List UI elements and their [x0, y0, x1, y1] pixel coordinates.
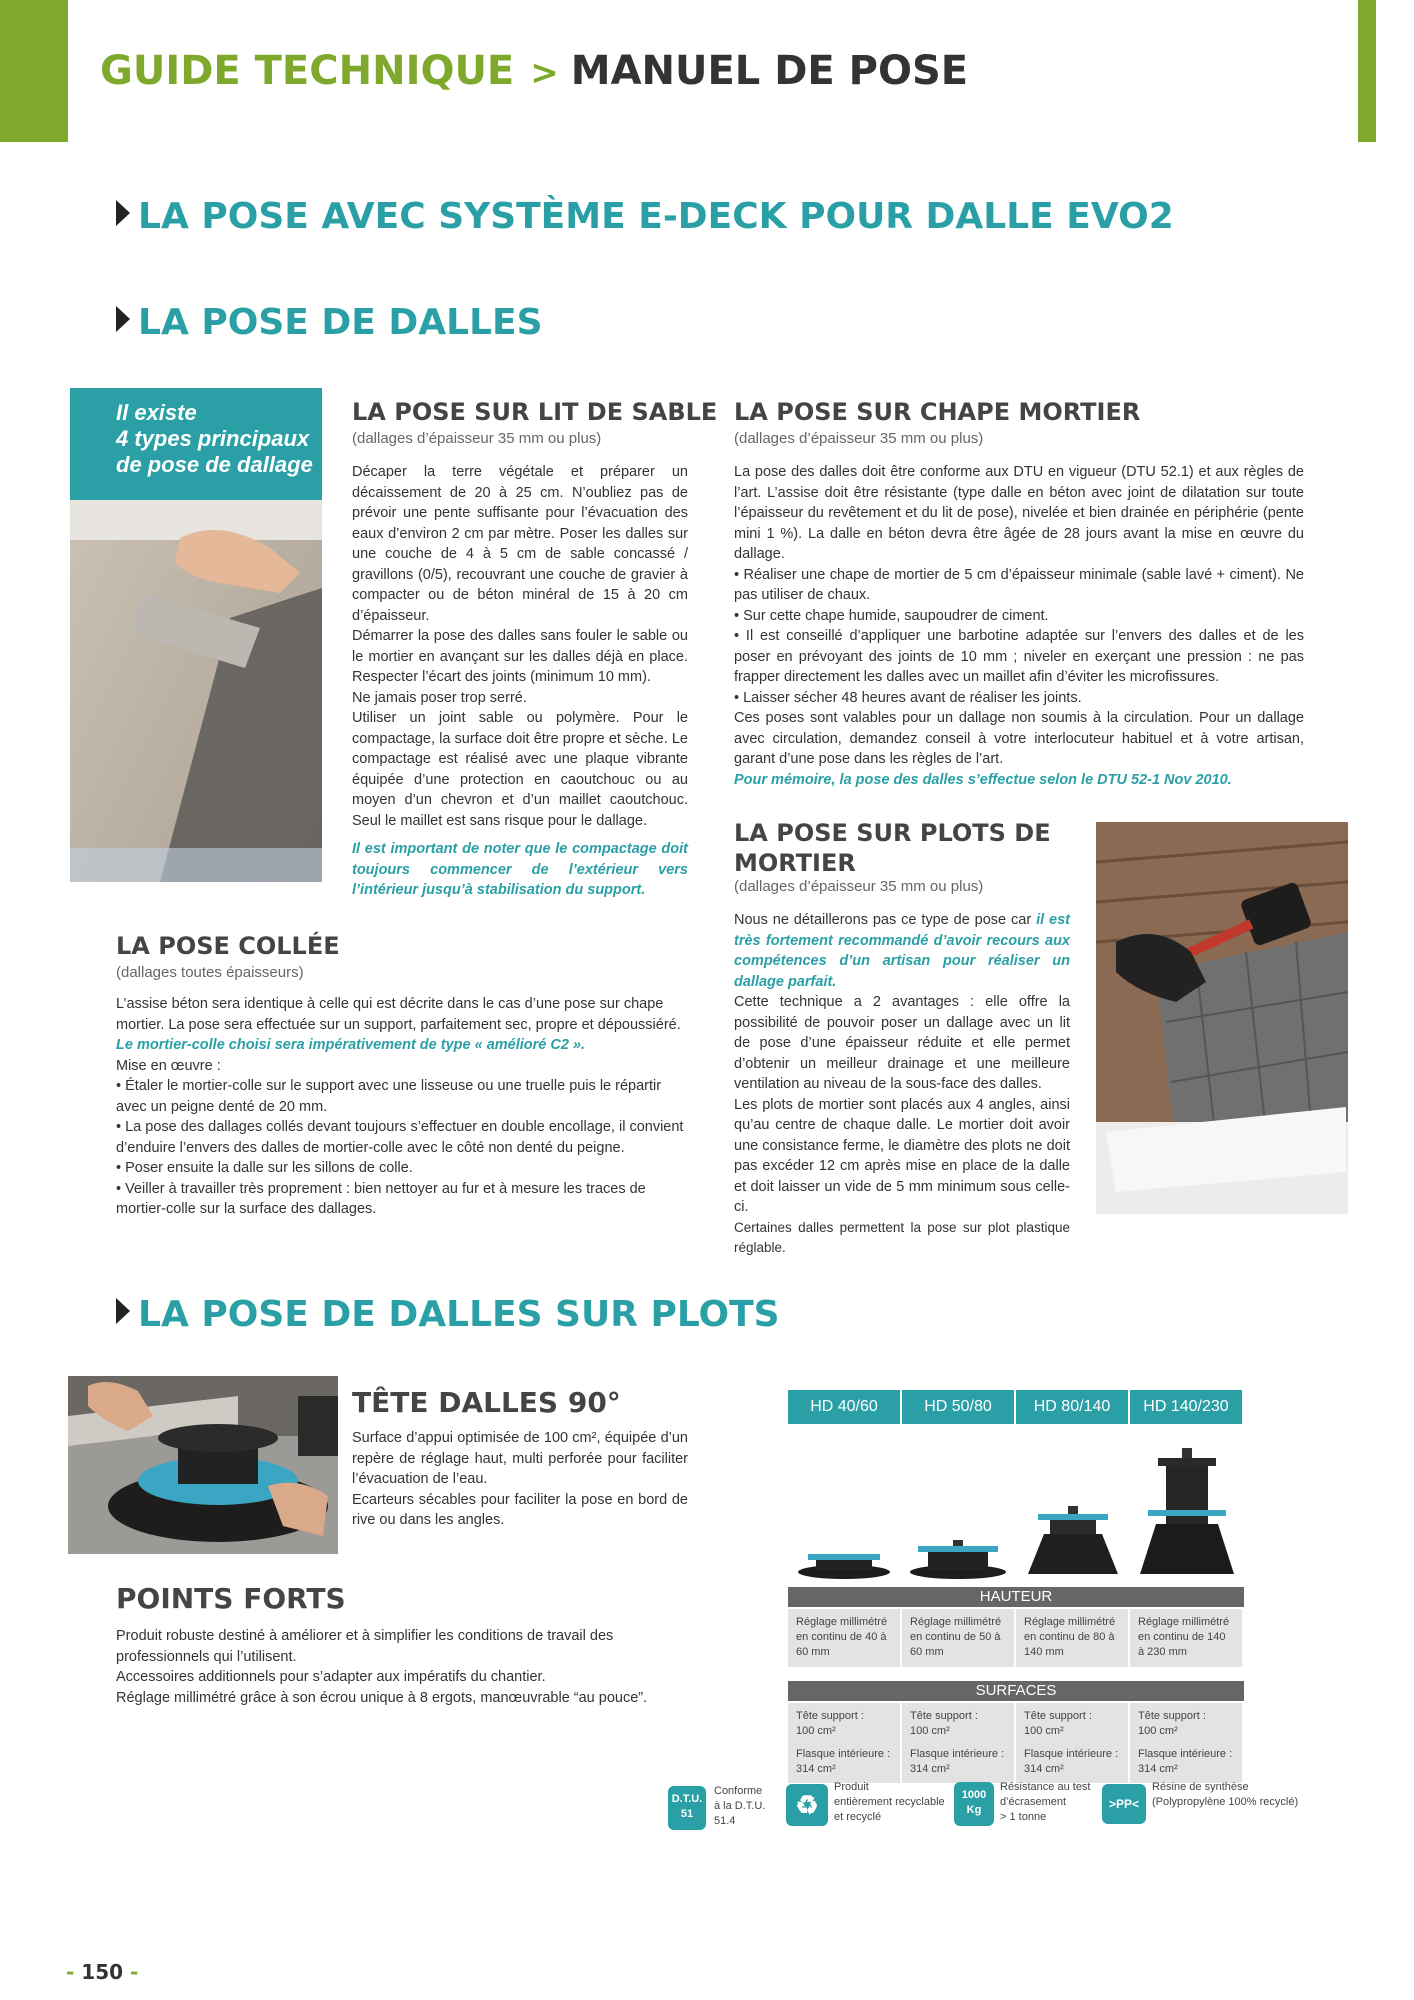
pedestal-illustrations [788, 1424, 1244, 1580]
chape-note: Pour mémoire, la pose des dalles s’effectue selon le DTU 52-1 Nov 2010. [734, 771, 1232, 788]
hauteur-row [788, 1609, 1244, 1667]
plots-mortier-title: LA POSE SUR PLOTS DE MORTIER [734, 819, 1051, 877]
pp-badge-icon: >PP< [1102, 1784, 1146, 1824]
dtu-text: Conforme à la D.T.U. 51.4 [714, 1785, 766, 1827]
tete-body: Surface d’appui optimisée de 100 cm², équipée d’un repère de réglage haut, multi perforée pour faciliter l’évacuation de l’eau. Ecarteurs sécables pour faciliter la pose en bord de rive ou dans les angles. [352, 1430, 688, 1528]
hauteur-cell: Réglage millimétré en continu de 140 à 230 mm [1130, 1609, 1242, 1667]
hauteur-cell: Réglage millimétré en continu de 40 à 60 mm [788, 1609, 900, 1667]
surfaces-cell: Tête support : 100 cm² Flasque intérieure : 314 cm² [902, 1703, 1014, 1783]
tete-title: TÊTE DALLES 90° [352, 1386, 621, 1419]
header-separator: > [530, 53, 559, 93]
pedestal-hd80-icon [1028, 1506, 1118, 1574]
pp-text: Résine de synthèse (Polypropylène 100% recyclé) [1152, 1781, 1299, 1808]
points-title: POINTS FORTS [116, 1582, 346, 1615]
section-bullet-icon [116, 200, 130, 226]
hauteur-bar: HAUTEUR [788, 1587, 1244, 1607]
points-body: Produit robuste destiné à améliorer et à simplifier les conditions de travail des professionnels qui l’utilisent. Accessoires additionnels pour s’adapter aux impératifs du chantier. Réglage millimétré grâce à son écrou unique à 8 ergots, manœuvrable “au pouce”. [116, 1628, 648, 1706]
collee-note: Le mortier-colle choisi sera impérativement de type « amélioré C2 ». [116, 1037, 586, 1053]
surfaces-row [788, 1703, 1244, 1783]
pedestal-hd50-icon [910, 1540, 1006, 1579]
model-header-row [788, 1390, 1244, 1424]
section-title-edeck: LA POSE AVEC SYSTÈME E-DECK POUR DALLE EVO2 [116, 196, 1174, 237]
sable-body: Décaper la terre végétale et préparer un décaissement de 20 à 25 cm. N’oubliez pas de prévoir une pente suffisante pour l’évacuation des eaux d’environ 2 cm par mètre. Poser les dalles sur une couche de 4 à 5 cm de sable concassé / gravillons (0/5), recouvrant une couche de gravier à compacter ou de béton minéral de 15 à 20 cm d’épaisseur. Démarrer la pose des dalles sans fouler le sable ou le mortier en avançant sur les dalles déjà en place. Respecter l’écart des joints (minimum 10 mm). Ne jamais poser trop serré. Utiliser un joint sable ou polymère. Pour le compactage, la surface doit être propre et sèche. Le compactage est réalisé avec une plaque vibrante équipée d’une protection en caoutchouc ou au moyen d’un chevron et d’un maillet caoutchouc. Seul le maillet est sans risque pour le dallage. Il est important de noter que le compactage doit toujours commencer de l’extérieur vers l’intérieur jusqu’à stabilisation du support. [352, 462, 688, 901]
sable-note: Il est important de noter que le compactage doit toujours commencer de l’extérieur vers l’intérieur jusqu’à stabilisation du support. [352, 841, 688, 898]
section-bullet-icon [116, 1298, 130, 1324]
model-header: HD 40/60 [788, 1390, 900, 1424]
sable-title: LA POSE SUR LIT DE SABLE [352, 398, 718, 426]
hauteur-cell: Réglage millimétré en continu de 80 à 140 mm [1016, 1609, 1128, 1667]
header-accent-left [0, 0, 68, 142]
weight-badge-icon: 1000 Kg [954, 1782, 994, 1826]
pedestal-hd140-icon [1140, 1448, 1234, 1574]
recycle-icon: ♻ [786, 1784, 828, 1826]
surfaces-cell: Tête support : 100 cm² Flasque intérieure : 314 cm² [788, 1703, 900, 1783]
chape-subtitle: (dallages d’épaisseur 35 mm ou plus) [734, 430, 984, 447]
collee-title: LA POSE COLLÉE [116, 932, 340, 960]
page-header [100, 48, 968, 94]
recycle-text: Produit entièrement recyclable et recyclé [834, 1781, 945, 1823]
surfaces-cell: Tête support : 100 cm² Flasque intérieure : 314 cm² [1016, 1703, 1128, 1783]
plots-mortier-subtitle: (dallages d’épaisseur 35 mm ou plus) [734, 878, 984, 895]
header-guide: GUIDE TECHNIQUE [100, 48, 515, 94]
chape-title: LA POSE SUR CHAPE MORTIER [734, 398, 1141, 426]
plots-mortier-body: Nous ne détaillerons pas ce type de pose car il est très fortement recommandé d’avoir recours aux compétences d’un artisan pour réaliser un dallage parfait. Cette technique a 2 avantages : elle offre la possibilité de pouvoir poser un dallage avec un lit de pose d’une épaisseur réduite et elle permet d’obtenir un meilleur drainage et une meilleure ventilation au niveau de la sous-face des dalles. Les plots de mortier sont placés aux 4 angles, ainsi qu’au centre de chaque dalle. Le mortier doit avoir une consistance ferme, le diamètre des plots ne doit pas excéder 12 cm après mise en place de la dalle et doit laisser un vide de 5 mm minimum sous celle-ci. Certaines dalles permettent la pose sur plot plastique réglable. [734, 912, 1070, 1255]
section-title-dalles: LA POSE DE DALLES [116, 302, 543, 343]
banner-text: Il existe 4 types principaux de pose de dallage [116, 400, 313, 477]
photo-pedestal [68, 1376, 338, 1554]
surfaces-bar: SURFACES [788, 1681, 1244, 1701]
header-manual: MANUEL DE POSE [570, 48, 969, 94]
product-table [788, 1390, 1244, 1783]
hauteur-cell: Réglage millimétré en continu de 50 à 60 mm [902, 1609, 1014, 1667]
collee-body: L’assise béton sera identique à celle qui est décrite dans le cas d’une pose sur chape mortier. La pose sera effectuée sur un support, parfaitement sec, propre et dépoussiéré. Le mortier-colle choisi sera impérativement de type « amélioré C2 ». Mise en œuvre : • Étaler le mortier-colle sur le support avec une lisseuse ou une truelle puis le répartir avec un peigne denté de 20 mm. • La pose des dallages collés devant toujours s’effectuer en double encollage, il convient d’enduire l’envers des dalles de mortier-colle avec le côté non denté du peigne. • Poser ensuite la dalle sur les sillons de colle. • Veiller à travailler très proprement : bien nettoyer au fur et à mesure les traces de mortier-colle sur la surface des dallages. [116, 994, 688, 1220]
photo-mallet [1096, 822, 1348, 1214]
surfaces-cell: Tête support : 100 cm² Flasque intérieure : 314 cm² [1130, 1703, 1242, 1783]
model-header: HD 50/80 [902, 1390, 1014, 1424]
collee-subtitle: (dallages toutes épaisseurs) [116, 964, 304, 981]
section-bullet-icon [116, 306, 130, 332]
sable-subtitle: (dallages d’épaisseur 35 mm ou plus) [352, 430, 602, 447]
plots-mortier-note: il est très fortement recommandé d’avoir recours aux compétences d’un artisan pour réaliser un dallage parfait. [734, 912, 1070, 990]
model-header: HD 80/140 [1016, 1390, 1128, 1424]
weight-text: Résistance au test d’écrasement > 1 tonne [1000, 1781, 1091, 1823]
header-accent-right [1358, 0, 1376, 142]
page-number: - 150 - [66, 1960, 139, 1984]
section-title-plots: LA POSE DE DALLES SUR PLOTS [116, 1294, 780, 1335]
model-header: HD 140/230 [1130, 1390, 1242, 1424]
pedestal-hd40-icon [798, 1554, 890, 1579]
chape-body: La pose des dalles doit être conforme aux DTU en vigueur (DTU 52.1) et aux règles de l’art. L’assise doit être résistante (type dalle en béton avec joint de dilatation sur toute l’épaisseur du revêtement et du lit de pose), nivelée et bien drainée en périphérie (pente mini 1 %). La dalle en béton devra être âgée de 28 jours avant la mise en œuvre du dallage. • Réaliser une chape de mortier de 5 cm d’épaisseur minimale (sable lavé + ciment). Ne pas utiliser de chaux. • Sur cette chape humide, saupoudrer de ciment. • Il est conseillé d’appliquer une barbotine adaptée sur l’envers des dalles et de les poser en prévoyant des joints de 10 mm ; niveler en exerçant une pression : ne pas frapper directement les dalles avec un maillet afin d’éviter les microfissures. • Laisser sécher 48 heures avant de réaliser les joints. Ces poses sont valables pour un dallage non soumis à la circulation. Pour un dallage avec circulation, demandez conseil à votre interlocuteur habituel et à votre artisan, garant d’une pose dans les règles de l’art. Pour mémoire, la pose des dalles s’effectue selon le DTU 52-1 Nov 2010. [734, 462, 1304, 790]
dtu-badge-icon: D.T.U. 51 [668, 1786, 706, 1830]
